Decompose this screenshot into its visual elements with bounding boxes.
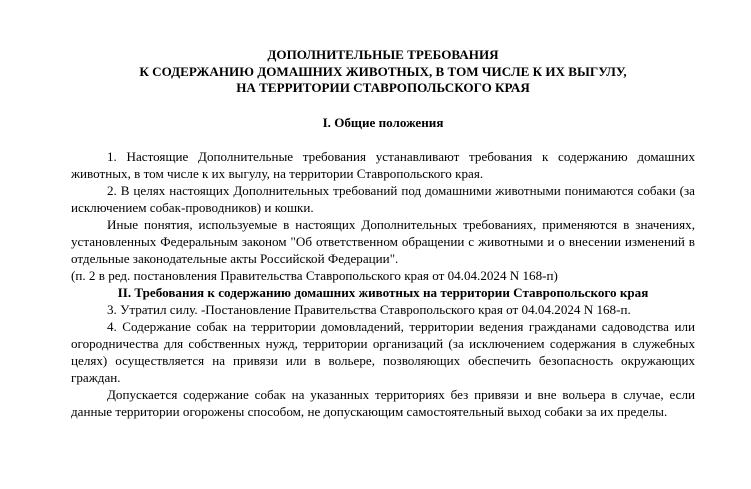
paragraph-2: 2. В целях настоящих Дополнительных требований под домашними животными понимаются собаки (за исключением собак-проводников) и кошки. <box>71 182 695 215</box>
paragraph-definitions: Иные понятия, используемые в настоящих Дополнительных требованиях, применяются в значениях, установленных Федеральным законом "Об ответственном обращении с животными и о внесении изменений в отдельные законодательные акты Российской Федерации". <box>71 216 695 266</box>
title-line-2: К СОДЕРЖАНИЮ ДОМАШНИХ ЖИВОТНЫХ, В ТОМ ЧИСЛЕ К ИХ ВЫГУЛУ, <box>139 63 627 79</box>
section-heading-requirements: II. Требования к содержанию домашних животных на территории Ставропольского края <box>117 284 649 300</box>
paragraph-5: Допускается содержание собак на указанных территориях без привязи и вне вольера в случае, если данные территории огорожены способом, не допускающим самостоятельный выход собаки за их пределы. <box>71 386 695 419</box>
document-page <box>71 47 695 420</box>
title-line-3: НА ТЕРРИТОРИИ СТАВРОПОЛЬСКОГО КРАЯ <box>236 80 530 95</box>
paragraph-3: 3. Утратил силу. -Постановление Правительства Ставропольского края от 04.04.2024 N 168-п. <box>107 301 631 317</box>
section-heading-general: I. Общие положения <box>322 114 444 130</box>
paragraph-4: 4. Содержание собак на территории домовладений, территории ведения гражданами садоводства или огородничества для собственных нужд, территории организаций (за исключением содержания в служебных целях) осуществляется на привязи или в вольере, позволяющих обеспечить безопасность окружающих граждан. <box>71 318 695 385</box>
amendment-note: (п. 2 в ред. постановления Правительства Ставропольского края от 04.04.2024 N 168-п) <box>71 267 558 283</box>
title-line-1: ДОПОЛНИТЕЛЬНЫЕ ТРЕБОВАНИЯ <box>267 47 499 62</box>
document-title <box>71 47 695 97</box>
paragraph-1: 1. Настоящие Дополнительные требования устанавливают требования к содержанию домашних животных, в том числе к их выгулу, на территории Ставропольского края. <box>71 148 695 181</box>
